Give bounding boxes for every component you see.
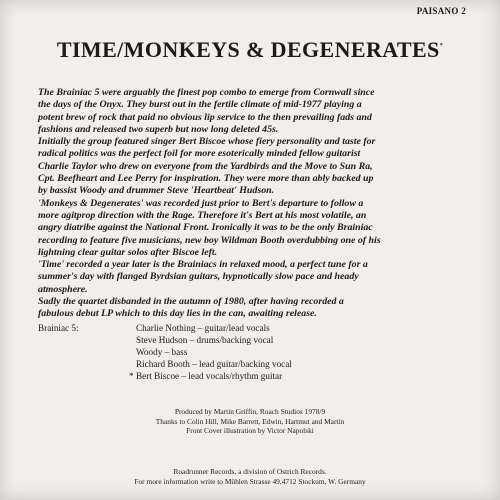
member-charlie-nothing — [136, 322, 292, 334]
liner-paragraph-3: 'Monkeys & Degenerates' was recorded just prior to Bert's departure to follow a more agitprop direction with the Rage. Therefore it's Bert at his most volatile, an angry diatribe against the National Front. Ironically it was to be the only Brainiac recording to feature five musicians, new boy Wildman Booth overdubbing one of his lightning clear guitar solos after Biscoe left. — [38, 197, 381, 258]
liner-notes — [38, 87, 468, 321]
label-line: Roadrunner Records, a division of Ostrich Records. — [173, 467, 327, 476]
member-text: Richard Booth – lead guitar/backing vocal — [136, 359, 292, 370]
cover-credit: Front Cover illustration by Victor Napolski — [186, 426, 314, 435]
catalog-number: PAISANO 2 — [416, 6, 466, 16]
member-text: Bert Biscoe – lead vocals/rhythm guitar — [136, 371, 283, 382]
member-list — [129, 322, 292, 382]
label-footer — [0, 467, 500, 486]
liner-paragraph-5: Sadly the quartet disbanded in the autumn of 1980, after having recorded a fabulous debut LP which to this day lies in the can, awaiting release. — [38, 296, 344, 320]
contact-address: For more information write to Mühlen Strasse 49,4712 Stockum, W. Germany — [134, 476, 366, 486]
member-richard-booth — [136, 358, 292, 370]
thanks-credit: Thanks to Colin Hill, Mike Barrett, Edwin, Hartmut and Martin — [155, 416, 345, 426]
liner-paragraph-1: The Brainiac 5 were arguably the finest pop combo to emerge from Cornwall since the days of the Onyx. They burst out in the fertile climate of mid-1977 playing a potent brew of rock that paid no obvious lip service to the then prevailing fads and fashions and released two superb but now long deleted 45s. — [38, 87, 375, 135]
liner-paragraph-2: Initially the group featured singer Bert Biscoe whose fiery personality and taste for radical politics was the perfect foil for more esoterically minded fellow guitarist Charlie Taylor who drew on everyone from the Yardbirds and the Move to Sun Ra, Cpt. Beefheart and Lee Perry for inspiration. They were more than ably backed up by bassist Woody and drummer Steve 'Heartbeat' Hudson. — [38, 136, 376, 197]
liner-paragraph-4: 'Time' recorded a year later is the Brainiacs in relaxed mood, a perfect tune for a summer's day with flanged Byrdsian guitars, hypnotically slow pace and heady atmosphere. — [38, 259, 368, 295]
member-woody — [136, 346, 292, 358]
producer-credit: Produced by Martin Griffin, Roach Studios 1978/9 — [174, 407, 326, 416]
member-text: Steve Hudson – drums/backing vocal — [136, 335, 274, 346]
release-title — [0, 37, 500, 63]
band-label: Brainiac 5: — [38, 323, 79, 333]
title-asterisk: * — [439, 43, 444, 49]
production-credits — [0, 407, 500, 436]
member-steve-hudson — [136, 334, 292, 346]
member-asterisk: * — [129, 371, 134, 382]
member-bert-biscoe — [129, 370, 292, 382]
release-title-text: TIME/MONKEYS & DEGENERATES — [56, 37, 440, 62]
member-text: Woody – bass — [136, 347, 188, 358]
member-text: Charlie Nothing – guitar/lead vocals — [136, 323, 270, 333]
